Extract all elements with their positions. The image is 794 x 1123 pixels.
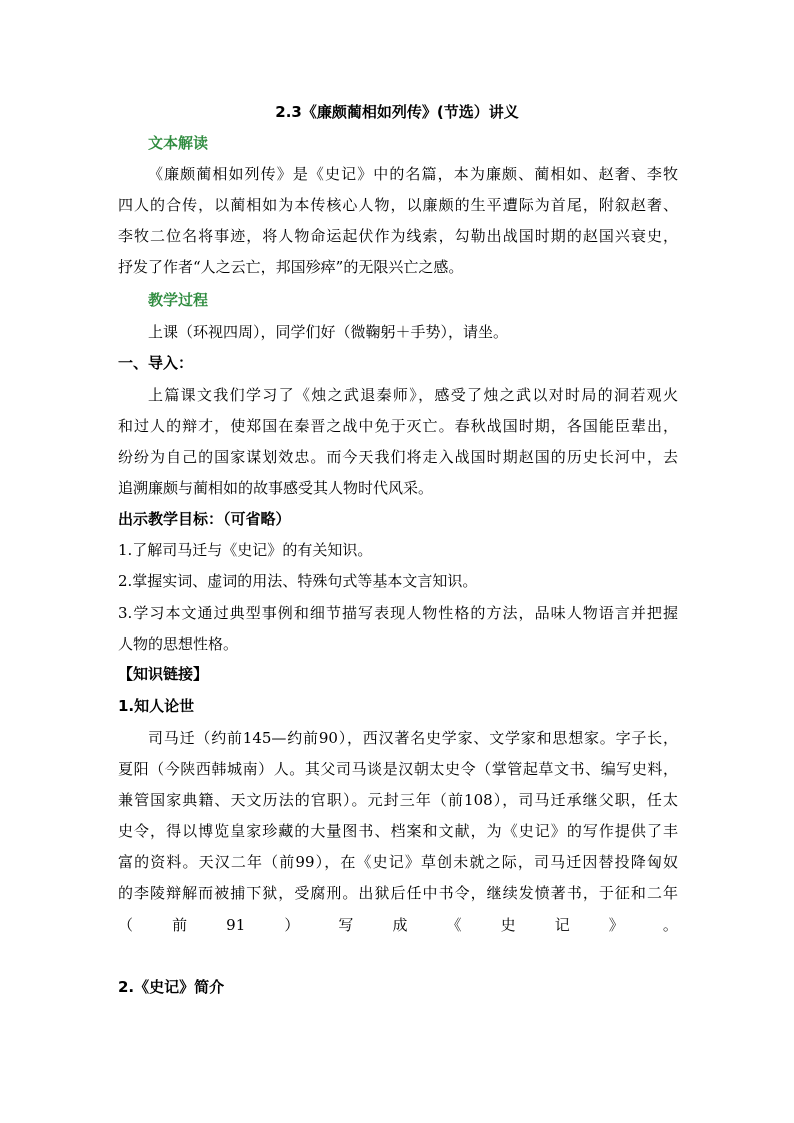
paragraph-line: 富的资料。天汉二年（前99），在《史记》草创未就之际，司马迁因替投降匈奴 xyxy=(118,853,678,871)
goal-item: 1.了解司马迁与《史记》的有关知识。 xyxy=(118,541,373,559)
spread-char: 成 xyxy=(392,916,408,934)
spread-char: 前 xyxy=(172,916,188,934)
paragraph-line: 上篇课文我们学习了《烛之武退秦师》，感受了烛之武以对时局的洞若观火 xyxy=(148,386,678,404)
subsection-heading-shiji: 2.《史记》简介 xyxy=(118,978,225,996)
spread-char: ） xyxy=(284,916,300,934)
goal-item: 2.掌握实词、虚词的用法、特殊句式等基本文言知识。 xyxy=(118,572,478,590)
spread-char: 写 xyxy=(338,916,354,934)
paragraph-line: 司马迁（约前145—约前90），西汉著名史学家、文学家和思想家。字子长， xyxy=(148,729,678,747)
section-heading-text-reading: 文本解读 xyxy=(148,134,209,152)
paragraph-line: 和过人的辩才，使郑国在秦晋之战中免于灭亡。春秋战国时期，各国能臣辈出， xyxy=(118,417,678,435)
paragraph-line: 李牧二位名将事迹，将人物命运起伏作为线索，勾勒出战国时期的赵国兴衰史， xyxy=(118,227,678,245)
paragraph-line: 《廉颇蔺相如列传》是《史记》中的名篇，本为廉颇、蔺相如、赵奢、李牧 xyxy=(148,165,678,183)
section-heading-intro: 一、导入： xyxy=(118,354,194,372)
document-title: 2.3《廉颇蔺相如列传》(节选）讲义 xyxy=(275,103,519,121)
goal-item: 3.学习本文通过典型事例和细节描写表现人物性格的方法，品味人物语言并把握 xyxy=(118,604,678,622)
paragraph-line: 四人的合传，以蔺相如为本传核心人物，以廉颇的生平遭际为首尾，附叙赵奢、 xyxy=(118,196,678,214)
spread-char: 史 xyxy=(500,916,516,934)
spread-char: 》 xyxy=(608,916,624,934)
paragraph-line: 兼管国家典籍、天文历法的官职）。元封三年（前108），司马迁承继父职，任太 xyxy=(118,791,678,809)
section-heading-teaching-process: 教学过程 xyxy=(148,291,209,309)
goal-item: 人物的思想性格。 xyxy=(118,635,239,653)
paragraph-line: 纷纷为自己的国家谋划效忠。而今天我们将走入战国时期赵国的历史长河中，去 xyxy=(118,448,678,466)
paragraph-line: 史令，得以博览皇家珍藏的大量图书、档案和文献，为《史记》的写作提供了丰 xyxy=(118,822,678,840)
paragraph-line: 抒发了作者“人之云亡，邦国殄瘁”的无限兴亡之感。 xyxy=(118,258,464,276)
section-heading-goals: 出示教学目标：（可省略） xyxy=(118,510,291,528)
spread-char: 。 xyxy=(662,916,678,934)
section-heading-knowledge: 【知识链接】 xyxy=(118,665,209,683)
paragraph-line: 夏阳（今陕西韩城南）人。其父司马谈是汉朝太史令（掌管起草文书、编写史料， xyxy=(118,760,678,778)
spread-char: （ xyxy=(118,916,134,934)
greeting-line: 上课（环视四周），同学们好（微鞠躬＋手势），请坐。 xyxy=(148,323,509,341)
spread-char: 《 xyxy=(446,916,462,934)
spread-char: 91 xyxy=(226,916,246,934)
subsection-heading-context: 1.知人论世 xyxy=(118,697,195,715)
paragraph-line: 追溯廉颇与蔺相如的故事感受其人物时代风采。 xyxy=(118,479,434,497)
paragraph-line: 的李陵辩解而被捕下狱，受腐刑。出狱后任中书令，继续发愤著书，于征和二年 xyxy=(118,884,678,902)
spread-text-line xyxy=(118,915,678,935)
spread-char: 记 xyxy=(554,916,570,934)
